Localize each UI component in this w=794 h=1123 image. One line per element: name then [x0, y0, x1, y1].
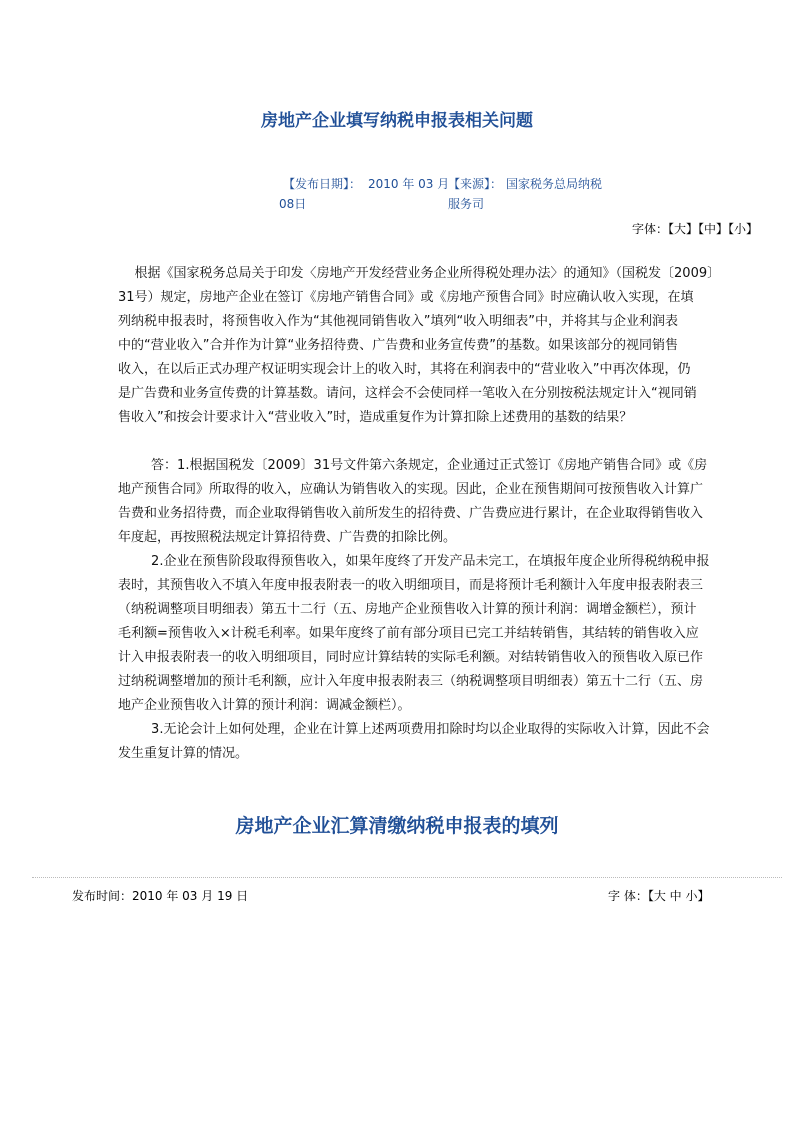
text-line: 答：1.根据国税发〔2009〕31号文件第六条规定，企业通过正式签订《房地产销售合同》或《房 [118, 458, 708, 473]
text-line: 表时，其预售收入不填入年度申报表附表一的收入明细项目，而是将预计毛利额计入年度申报表附表三 [118, 578, 704, 593]
font-size-medium-link[interactable]: 【中】 [697, 222, 728, 236]
text-line: 根据《国家税务总局关于印发〈房地产开发经营业务企业所得税处理办法〉的通知》（国税发〔2009〕 [118, 266, 721, 281]
text-line: 地产预售合同》所取得的收入，应确认为销售收入的实现。因此，企业在预售期间可按预售收入计算广 [118, 482, 704, 497]
text-line: 是广告费和业务宣传费的计算基数。请问，这样会不会使同样一笔收入在分别按税法规定计入“视同销 [118, 386, 697, 401]
text-line: 3.无论会计上如何处理，企业在计算上述两项费用扣除时均以企业取得的实际收入计算，因此不会 [118, 722, 710, 737]
text-line: 2.企业在预售阶段取得预售收入，如果年度终了开发产品未完工，在填报年度企业所得税纳税申报 [118, 554, 710, 569]
text-line: 中的“营业收入”合并作为计算“业务招待费、广告费和业务宣传费”的基数。如果该部分的视同销售 [118, 338, 678, 353]
answer-paragraphs [118, 454, 764, 766]
text-line: 31号）规定，房地产企业在签订《房地产销售合同》或《房地产预售合同》时应确认收入实现，在填 [118, 290, 694, 305]
article-title: 房地产企业填写纳税申报表相关问题 [261, 111, 533, 131]
text-line: 收入，在以后正式办理产权证明实现会计上的收入时，其将在利润表中的“营业收入”中再次体现，仍 [118, 362, 691, 377]
font-size-small-link[interactable]: 【小】 [727, 222, 758, 236]
text-line: 告费和业务招待费，而企业取得销售收入前所发生的招待费、广告费应进行累计，在企业取得销售收入 [118, 506, 704, 521]
publish-time: 发布时间：2010 年 03 月 19 日 [72, 889, 249, 903]
text-line: 列纳税申报表时，将预售收入作为“其他视同销售收入”填列“收入明细表”中，并将其与企业利润表 [118, 314, 678, 329]
publish-date-value-cont: 08日 [279, 197, 307, 211]
text-line: 发生重复计算的情况。 [118, 746, 249, 761]
publish-date-value: 2010 年 03 月 [368, 177, 450, 191]
text-line: 过纳税调整增加的预计毛利额，应计入年度申报表附表三（纳税调整项目明细表）第五十二行（五、房 [118, 674, 704, 689]
font-size-label: 字体： [631, 222, 668, 236]
article2-title: 房地产企业汇算清缴纳税申报表的填列 [235, 815, 559, 837]
text-line: 毛利额=预售收入×计税毛利率。如果年度终了前有部分项目已完工并结转销售，其结转的销售收入应 [118, 626, 699, 641]
text-line: 售收入”和按会计要求计入“营业收入”时，造成重复作为计算扣除上述费用的基数的结果？ [118, 410, 633, 425]
font-size-large-link[interactable]: 【大】 [667, 222, 698, 236]
text-line: 地产企业预售收入计算的预计利润：调减金额栏）。 [118, 698, 411, 713]
text-line: （纳税调整项目明细表）第五十二行（五、房地产企业预售收入计算的预计利润：调增金额栏），预计 [118, 602, 697, 617]
text-line: 年度起，再按照税法规定计算招待费、广告费的扣除比例。 [118, 530, 457, 545]
divider [32, 877, 782, 878]
source-value-cont: 服务司 [448, 197, 485, 211]
source-label: 【来源】： [448, 177, 503, 191]
font-size-controls-2[interactable]: 字 体：【大 中 小】 [608, 889, 710, 903]
text-line: 计入申报表附表一的收入明细项目，同时应计算结转的实际毛利额。对结转销售收入的预售收入原已作 [118, 650, 704, 665]
source-value: 国家税务总局纳税 [506, 177, 603, 191]
font-size-controls [632, 219, 758, 239]
publish-date-label: 【发布日期】： [283, 177, 362, 191]
question-paragraph [118, 262, 764, 430]
